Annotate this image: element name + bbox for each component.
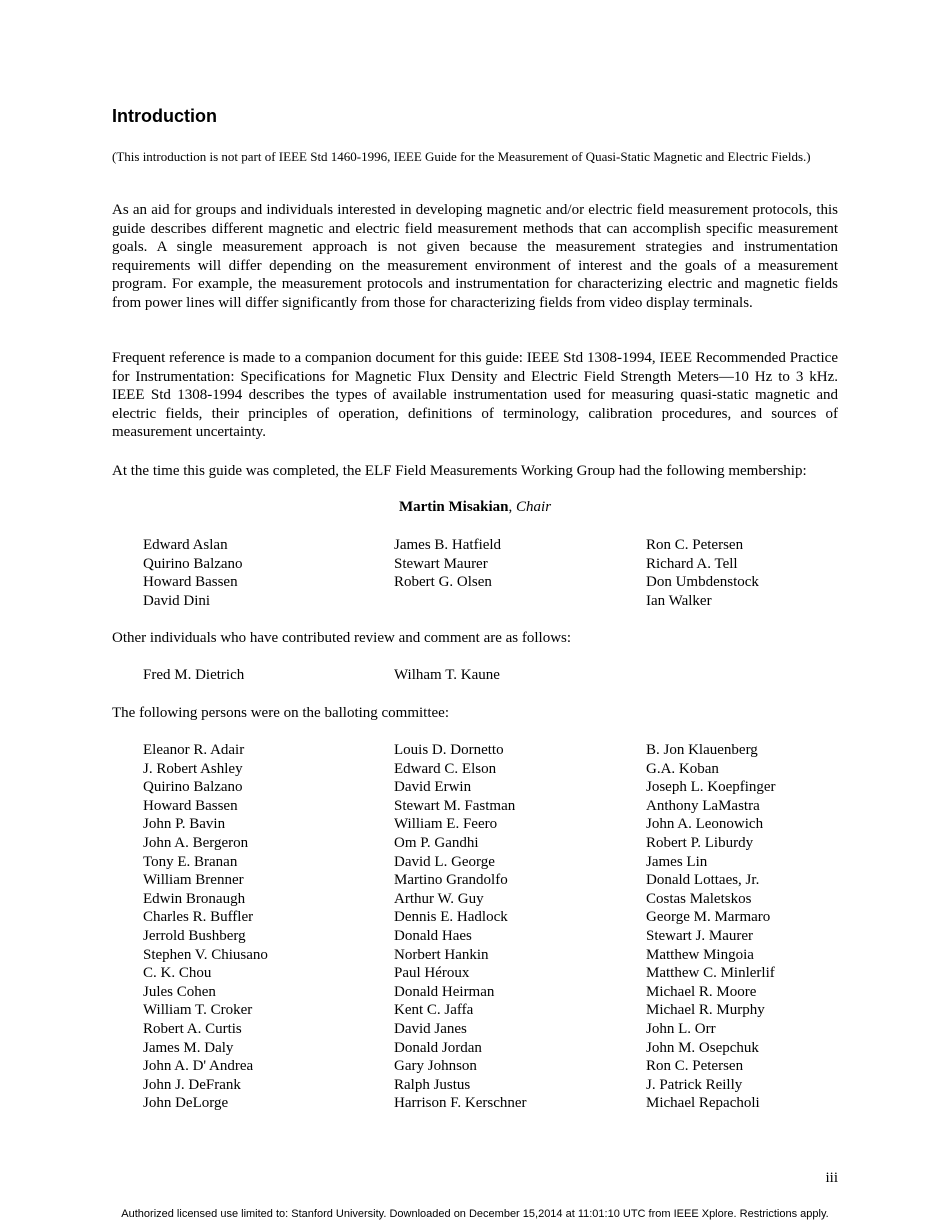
ballot-member: Robert A. Curtis bbox=[143, 1020, 242, 1037]
ballot-member: Arthur W. Guy bbox=[394, 890, 484, 907]
ballot-member: Gary Johnson bbox=[394, 1058, 477, 1075]
chair-separator: , bbox=[508, 499, 517, 515]
working-group-column-2 bbox=[394, 536, 501, 592]
ballot-member: Ralph Justus bbox=[394, 1076, 471, 1093]
ballot-column-3 bbox=[646, 741, 776, 1113]
ballot-member: Costas Maletskos bbox=[646, 890, 752, 907]
member-name: Howard Bassen bbox=[143, 574, 238, 591]
member-name: Robert G. Olsen bbox=[394, 574, 492, 591]
ballot-member: David L. George bbox=[394, 853, 495, 870]
member-name: Ron C. Petersen bbox=[646, 537, 744, 553]
member-name: Don Umbdenstock bbox=[646, 574, 759, 591]
ballot-member: Michael R. Moore bbox=[646, 983, 757, 1000]
member-name: Richard A. Tell bbox=[646, 555, 738, 572]
contributors-intro: Other individuals who have contributed review and comment are as follows: bbox=[112, 630, 572, 646]
ballot-member: Stewart J. Maurer bbox=[646, 927, 754, 944]
ballot-member: Paul Héroux bbox=[394, 965, 470, 982]
member-name: Stewart Maurer bbox=[394, 555, 488, 572]
ballot-member: John J. DeFrank bbox=[143, 1076, 241, 1093]
ballot-member: John A. Leonowich bbox=[646, 816, 764, 833]
ballot-member: Jerrold Bushberg bbox=[143, 927, 246, 944]
contributors-column-2 bbox=[394, 666, 500, 685]
ballot-member: Quirino Balzano bbox=[143, 779, 243, 796]
ballot-member: Jules Cohen bbox=[143, 983, 216, 1000]
ballot-member: Michael R. Murphy bbox=[646, 1002, 765, 1019]
ballot-member: William T. Croker bbox=[143, 1002, 253, 1019]
ballot-member: Robert P. Liburdy bbox=[646, 834, 754, 851]
ballot-member: Martino Grandolfo bbox=[394, 872, 508, 889]
ballot-member: J. Patrick Reilly bbox=[646, 1076, 743, 1093]
ballot-member: Edwin Bronaugh bbox=[143, 890, 246, 907]
ballot-member: Howard Bassen bbox=[143, 797, 238, 814]
page-number: iii bbox=[825, 1170, 838, 1186]
ballot-member: Stephen V. Chiusano bbox=[143, 946, 268, 963]
member-name: Edward Aslan bbox=[143, 537, 228, 553]
ballot-member: Dennis E. Hadlock bbox=[394, 909, 508, 926]
ballot-member: Om P. Gandhi bbox=[394, 834, 479, 851]
ballot-member: John P. Bavin bbox=[143, 816, 226, 833]
ballot-member: C. K. Chou bbox=[143, 965, 212, 982]
member-name: James B. Hatfield bbox=[394, 537, 502, 553]
contributor-name: Fred M. Dietrich bbox=[143, 667, 245, 683]
ballot-member: Donald Jordan bbox=[394, 1039, 482, 1056]
ballot-member: Eleanor R. Adair bbox=[143, 742, 245, 758]
contributors-column-1 bbox=[143, 666, 244, 685]
member-name: Quirino Balzano bbox=[143, 555, 243, 572]
ballot-member: John L. Orr bbox=[646, 1020, 716, 1037]
license-footer: Authorized licensed use limited to: Stanford University. Downloaded on December 15,2014 at 11:01:10 UTC from IEEE Xplore. Restrictions apply. bbox=[121, 1208, 829, 1220]
ballot-member: Louis D. Dornetto bbox=[394, 742, 504, 758]
ballot-member: Kent C. Jaffa bbox=[394, 1002, 474, 1019]
ballot-member: G.A. Koban bbox=[646, 760, 719, 777]
introduction-note: (This introduction is not part of IEEE Std 1460-1996, IEEE Guide for the Measurement of Quasi-Static Magnetic and Electric Fields.) bbox=[112, 149, 811, 164]
ballot-member: John A. Bergeron bbox=[143, 834, 249, 851]
ballot-member: Matthew C. Minlerlif bbox=[646, 965, 775, 982]
contributor-name: Wilham T. Kaune bbox=[394, 667, 500, 683]
ballot-member: B. Jon Klauenberg bbox=[646, 742, 758, 758]
member-name: Ian Walker bbox=[646, 592, 712, 609]
chair-name: Martin Misakian bbox=[398, 499, 509, 515]
ballot-intro: The following persons were on the balloting committee: bbox=[112, 705, 450, 721]
ballot-member: James Lin bbox=[646, 853, 708, 870]
section-heading: Introduction bbox=[112, 106, 217, 126]
working-group-column-3 bbox=[646, 536, 759, 610]
ballot-member: Norbert Hankin bbox=[394, 946, 489, 963]
chair-line bbox=[0, 498, 950, 517]
ballot-member: Harrison F. Kerschner bbox=[394, 1095, 527, 1112]
ballot-column-1 bbox=[143, 741, 268, 1113]
ballot-member: Stewart M. Fastman bbox=[394, 797, 516, 814]
ballot-member: Anthony LaMastra bbox=[646, 797, 760, 814]
ballot-member: Joseph L. Koepfinger bbox=[646, 779, 776, 796]
ballot-member: Matthew Mingoia bbox=[646, 946, 754, 963]
member-name: David Dini bbox=[143, 592, 211, 609]
ballot-member: David Erwin bbox=[394, 779, 472, 796]
ballot-member: John DeLorge bbox=[143, 1095, 229, 1112]
chair-role: Chair bbox=[516, 499, 552, 515]
ballot-member: Donald Heirman bbox=[394, 983, 495, 1000]
ballot-member: James M. Daly bbox=[143, 1039, 234, 1056]
paragraph-membership: At the time this guide was completed, the ELF Field Measurements Working Group had the following membership: bbox=[112, 463, 807, 479]
ballot-member: J. Robert Ashley bbox=[143, 760, 243, 777]
working-group-column-1 bbox=[143, 536, 243, 610]
ballot-member: Edward C. Elson bbox=[394, 760, 497, 777]
ballot-member: Donald Haes bbox=[394, 927, 472, 944]
ballot-member: Donald Lottaes, Jr. bbox=[646, 872, 760, 889]
ballot-column-2 bbox=[394, 741, 527, 1113]
ballot-member: William E. Feero bbox=[394, 816, 498, 833]
ballot-member: David Janes bbox=[394, 1020, 467, 1037]
ballot-member: Charles R. Buffler bbox=[143, 909, 254, 926]
ballot-member: Tony E. Branan bbox=[143, 853, 238, 870]
ballot-member: William Brenner bbox=[143, 872, 244, 889]
ballot-member: John M. Osepchuk bbox=[646, 1039, 759, 1056]
ballot-member: Michael Repacholi bbox=[646, 1095, 760, 1112]
ballot-member: John A. D' Andrea bbox=[143, 1058, 254, 1075]
paragraph-purpose: As an aid for groups and individuals interested in developing magnetic and/or electric field measurement protocols, this guide describes different magnetic and electric field measurement methods that can accomplish specific measurement goals. A single measurement approach is not given because the measurement strategies and instrumentation requirements will differ depending on the measurement environment of interest and the goals of a measurement program. For example, the measurement protocols and instrumentation for characterizing electric and magnetic fields from power lines will differ significantly from those for characterizing fields from video display terminals. bbox=[112, 202, 838, 311]
ballot-member: Ron C. Petersen bbox=[646, 1058, 744, 1075]
paragraph-companion: Frequent reference is made to a companion document for this guide: IEEE Std 1308-1994, IEEE Recommended Practice for Instrumentation: Specifications for Magnetic Flux Density and Electric Field Strength Meters—10 Hz to 3 kHz. IEEE Std 1308-1994 describes the types of available instrumentation used for measuring quasi-static magnetic and electric fields, their principles of operation, definitions of terminology, calibration procedures, and sources of measurement uncertainty. bbox=[112, 350, 838, 441]
ballot-member: George M. Marmaro bbox=[646, 909, 771, 926]
